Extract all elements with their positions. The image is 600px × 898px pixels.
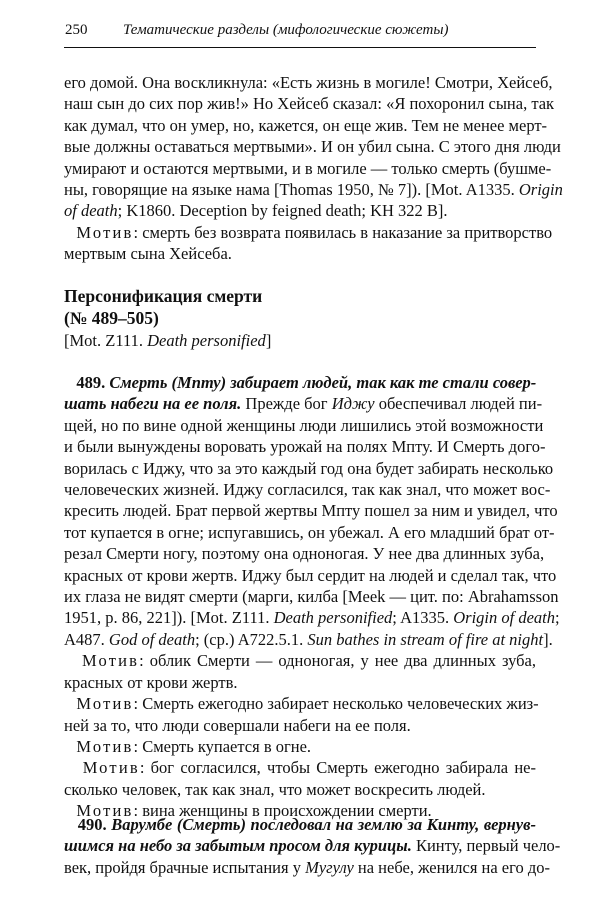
running-head [65,20,535,40]
text-run: [Mot. Z111. [64,331,148,350]
text-run-italic: of death [64,201,118,221]
text-line: кресить людей. Брат первой жертвы Мпту пошел за ним и увидел, что [64,501,558,521]
text-run: ; A1335. [392,608,454,628]
header-rule [64,47,536,48]
entry-number: 489. [76,373,106,392]
entry-title: шимся на небо за забытым просом для курицы. [64,836,412,856]
motiv-label: Мотив [82,651,140,671]
section-range: (№ 489–505) [64,307,159,328]
text-line: мертвым сына Хейсеба. [64,244,232,264]
text-line: как думал, что он умер, но, кажется, он еще жив. Тем не менее мерт- [64,115,548,135]
motiv-label: Мотив [76,694,134,714]
section-title: Персонификация смерти [64,286,263,306]
text-run: Прежде бог [241,394,332,414]
text-line: красных от крови жертв. Иджу был сердит на людей и сделал так, что [64,565,557,585]
entry-title-line [64,372,536,393]
text-run-italic: Death personified [147,331,266,350]
text-run: век, пройдя брачные испытания у [64,857,306,877]
text-run: ] [265,331,272,350]
text-line [64,179,563,200]
text-line: красных от крови жертв. [64,672,238,692]
text-run: ны, говорящие на языке нама [Thomas 1950, № 7]). [Mot. A1335. [64,180,519,200]
text-line: сколько человек, так как знал, что может воскресить людей. [64,779,486,799]
text-run-italic: Origin [518,180,563,200]
text-line: ворилась с Иджу, что за это каждый год она будет забирать несколько [64,458,554,478]
motiv-line [64,693,539,714]
section-heading [64,286,536,329]
text-run-italic: Origin of death [453,608,556,628]
text-run: обеспечивал людей пи- [374,394,543,414]
text-line: его домой. Она воскликнула: «Есть жизнь в могиле! Смотри, Хейсеб, [64,73,553,92]
motiv-label: Мотив [76,222,134,242]
text-line [64,607,560,628]
text-run: ]. [543,629,553,649]
text-line: тот купается в огне; испугавшись, он убежал. А его младший брат от- [64,522,555,542]
text-line: ней за то, что люди совершали набеги на ее поля. [64,715,411,735]
text-run-italic: Мугулу [305,857,354,877]
running-title: Тематические разделы (мифологические сюжеты) [123,22,449,38]
text-line [64,629,553,650]
intro-paragraph [64,72,563,265]
text-line: умирают и остаются мертвыми, и в могиле — только смерть (бушме- [64,158,552,178]
text-run: : Смерть ежегодно забирает несколько человеческих жиз- [133,694,539,714]
text-line: их глаза не видят смерти (марги, килба [Meek — цит. по: Abrahamsson [64,587,559,607]
motiv-line [64,757,536,778]
text-run: : вина женщины в происхождении смерти. [133,801,432,821]
text-line: наш сын до сих пор жив!» Но Хейсеб сказал: «Я похоронил сына, так [64,94,555,114]
entry-title-line [64,814,536,835]
text-line: щей, но по вине одной женщины люди лишились этой возможности [64,415,544,435]
entry-490 [64,814,561,878]
text-line [64,393,543,414]
text-line: человеческих жизней. Иджу согласился, так как знал, что может вос- [64,480,551,500]
text-line [64,857,551,878]
motiv-label: Мотив [76,736,134,756]
entry-number: 490. [77,815,107,834]
text-run: A487. [64,629,109,649]
text-run-italic: Death personified [273,608,393,628]
text-run: на небе, женился на его до- [353,857,551,877]
motiv-label: Мотив [76,801,134,821]
page-number: 250 [65,22,88,38]
text-run: Кинту, первый чело- [411,836,561,856]
text-line: вые должны оставаться мертвыми». И он убил сына. С этого дня люди [64,137,561,157]
text-run: ; [555,608,560,628]
text-line: резал Смерти ногу, поэтому она одноногая. У нее два длинных зуба, [64,544,545,564]
text-run: : облик Смерти — одноногая, у нее два длинных зуба, [139,651,537,671]
entry-title: Смерть (Мпту) забирает людей, так как те стали совер- [105,373,537,392]
text-line: и были вынуждены воровать урожай на полях Мпту. И Смерть дого- [64,437,546,457]
text-line [64,835,561,856]
section-motif-ref [64,330,271,351]
motiv-line [64,650,536,671]
text-run: ; (ср.) A722.5.1. [195,629,308,649]
entry-title: шать набеги на ее поля. [64,394,242,414]
text-run: : смерть без возврата появилась в наказание за притворство [133,222,553,242]
text-line [64,200,536,221]
entry-489 [64,372,560,822]
motiv-label: Мотив [82,758,140,778]
text-run: : бог согласился, чтобы Смерть ежегодно забирала не- [139,758,536,778]
motiv-line [64,736,536,757]
text-run: 1951, p. 86, 221]). [Mot. Z111. [64,608,274,628]
text-run-italic: God of death [108,629,196,649]
text-run: : Смерть купается в огне. [133,736,312,756]
motiv-line [64,222,553,243]
text-run-italic: Sun bathes in stream of fire at night [307,629,544,649]
entry-title: Варумбе (Смерть) последовал на землю за Кинту, вернув- [106,815,537,834]
text-run: ; K1860. Deception by feigned death; KH 322 B]. [117,201,448,221]
text-run-italic: Иджу [331,394,375,414]
